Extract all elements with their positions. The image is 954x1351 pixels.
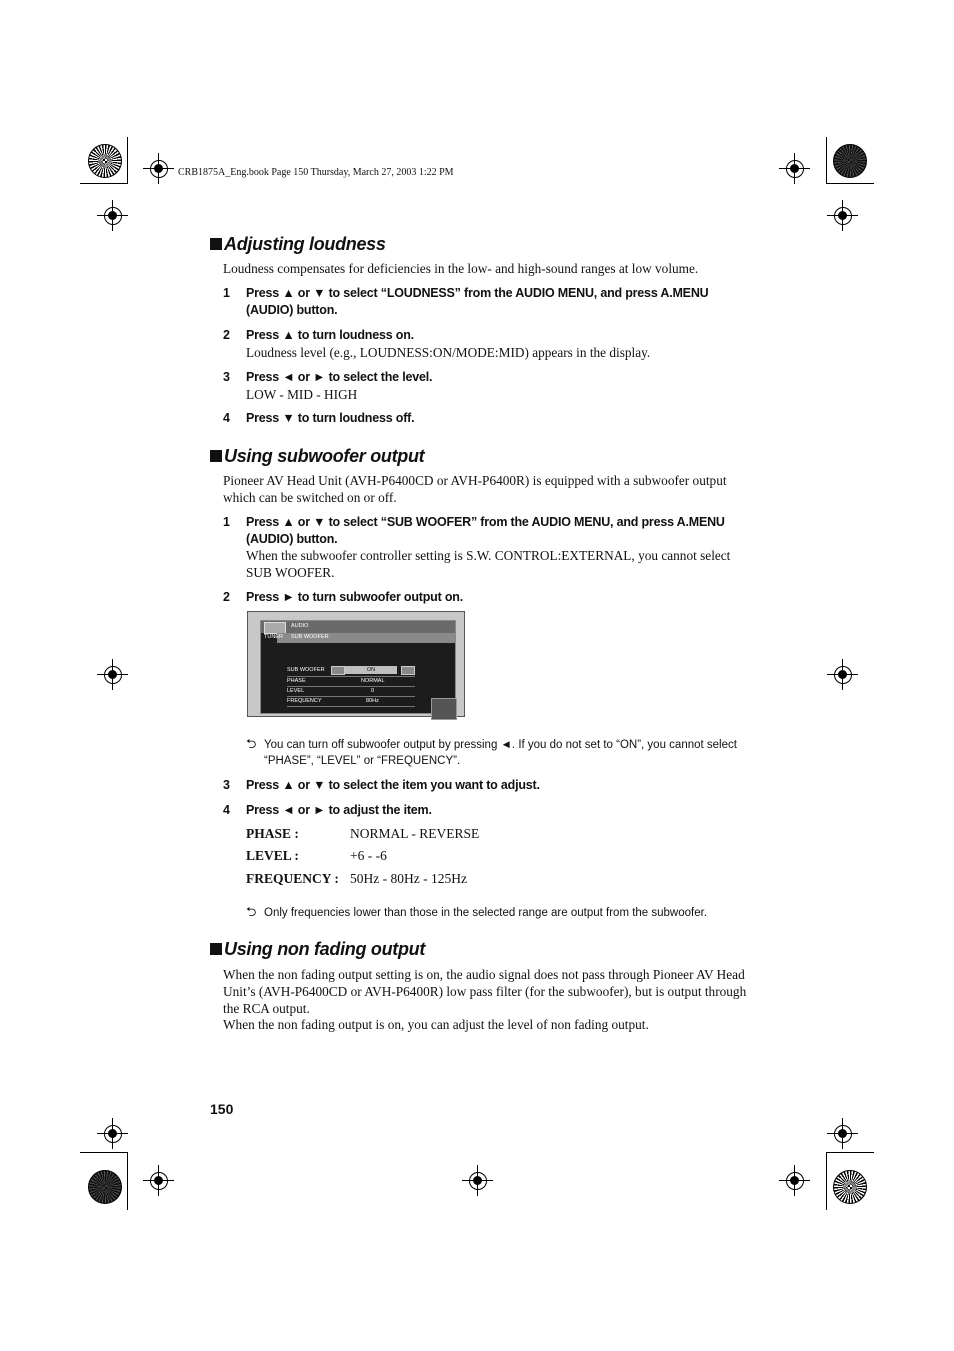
crop-line <box>826 137 827 184</box>
display-row-label: LEVEL <box>287 688 305 694</box>
display-row <box>287 687 415 697</box>
note <box>246 737 766 769</box>
display-row-value: 0 <box>371 688 375 694</box>
crop-line <box>826 1152 827 1210</box>
display-panel <box>260 620 456 714</box>
registration-wheel-icon <box>88 1170 122 1204</box>
display-row-label: PHASE <box>287 678 306 684</box>
step-number: 4 <box>223 803 230 817</box>
display-right-button <box>401 666 415 675</box>
setting-term: PHASE : <box>246 826 299 841</box>
step-instruction: Press ▲ or ▼ to select the item you want to adjust. <box>246 778 540 792</box>
arrow-note-icon: ⮌ <box>246 736 257 751</box>
bullet-square-icon <box>210 943 222 955</box>
crop-line <box>826 1152 874 1153</box>
display-row-label: SUB WOOFER <box>287 667 325 673</box>
section-title-loudness: Adjusting loudness <box>210 234 386 255</box>
note-text: Only frequencies lower than those in the selected range are output from the subwoofer. <box>264 907 708 919</box>
crop-line <box>826 183 874 184</box>
step-instruction: Press ▲ or ▼ to select “SUB WOOFER” from the AUDIO MENU, and press A.MENU (AUDIO) button. <box>246 515 725 546</box>
crosshair-icon <box>469 1172 487 1190</box>
crosshair-icon <box>150 160 168 178</box>
step-instruction: Press ▲ or ▼ to select “LOUDNESS” from the AUDIO MENU, and press A.MENU (AUDIO) button. <box>246 286 709 317</box>
step-number: 3 <box>223 370 230 384</box>
step-instruction: Press ▼ to turn loudness off. <box>246 411 415 425</box>
display-row-value: NORMAL <box>361 678 385 684</box>
crosshair-icon <box>786 1172 804 1190</box>
display-row-value: 80Hz <box>366 698 379 704</box>
step-number: 1 <box>223 286 230 300</box>
step-body: When the subwoofer controller setting is S.W. CONTROL:EXTERNAL, you cannot select SUB WOOFER. <box>246 548 731 580</box>
nonfading-paragraph: When the non fading output setting is on, the audio signal does not pass through Pioneer AV Head Unit’s (AVH-P6400CD or AVH-P6400R) low pass filter (for the subwoofer), but is output through the RCA output. <box>223 967 747 1016</box>
step-number: 3 <box>223 778 230 792</box>
crop-line <box>127 1152 128 1210</box>
subwoofer-intro: Pioneer AV Head Unit (AVH-P6400CD or AVH-P6400R) is equipped with a subwoofer output which can be switched on or off. <box>223 473 727 505</box>
section-title-nonfading: Using non fading output <box>210 939 425 960</box>
step-body: LOW - MID - HIGH <box>246 387 358 402</box>
crosshair-icon <box>786 160 804 178</box>
nonfading-paragraph: When the non fading output is on, you can adjust the level of non fading output. <box>223 1017 649 1032</box>
step-body: Loudness level (e.g., LOUDNESS:ON/MODE:MID) appears in the display. <box>246 345 651 360</box>
display-tuner-label: TUNER <box>264 634 283 640</box>
step-number: 4 <box>223 411 230 425</box>
crop-line <box>80 1152 128 1153</box>
crosshair-icon <box>834 1125 852 1143</box>
crosshair-icon <box>104 666 122 684</box>
step-number: 1 <box>223 515 230 529</box>
loudness-intro: Loudness compensates for deficiencies in the low- and high-sound ranges at low volume. <box>223 261 699 276</box>
step-instruction: Press ◄ or ► to adjust the item. <box>246 803 432 817</box>
page-number: 150 <box>210 1101 234 1117</box>
crop-line <box>127 137 128 184</box>
file-header: CRB1875A_Eng.book Page 150 Thursday, March 27, 2003 1:22 PM <box>178 167 454 178</box>
setting-value: NORMAL - REVERSE <box>350 826 480 841</box>
registration-wheel-icon <box>88 144 122 178</box>
arrow-note-icon: ⮌ <box>246 904 257 919</box>
bullet-square-icon <box>210 450 222 462</box>
display-direction-pad-icon <box>431 698 457 720</box>
display-row-value: ON <box>345 666 397 674</box>
bullet-square-icon <box>210 238 222 250</box>
display-row-label: FREQUENCY <box>287 698 322 704</box>
step-instruction: Press ► to turn subwoofer output on. <box>246 590 463 604</box>
section-title-subwoofer: Using subwoofer output <box>210 446 424 467</box>
crosshair-icon <box>150 1172 168 1190</box>
display-left-button <box>331 666 345 675</box>
registration-wheel-icon <box>833 144 867 178</box>
display-row <box>287 677 415 687</box>
note-text: You can turn off subwoofer output by pressing ◄. If you do not set to “ON”, you cannot select “PHASE”, “LEVEL” or “FREQUENCY”. <box>264 739 737 767</box>
setting-term: FREQUENCY : <box>246 871 339 886</box>
display-screenshot <box>247 611 465 717</box>
crosshair-icon <box>104 207 122 225</box>
step-number: 2 <box>223 590 230 604</box>
step-instruction: Press ▲ to turn loudness on. <box>246 328 414 342</box>
crosshair-icon <box>834 666 852 684</box>
setting-value: +6 - -6 <box>350 848 387 863</box>
note <box>246 905 766 921</box>
display-audio-label: AUDIO <box>291 623 309 629</box>
step-number: 2 <box>223 328 230 342</box>
crop-line <box>80 183 128 184</box>
step-instruction: Press ◄ or ► to select the level. <box>246 370 433 384</box>
setting-value: 50Hz - 80Hz - 125Hz <box>350 871 467 886</box>
setting-term: LEVEL : <box>246 848 299 863</box>
registration-wheel-icon <box>833 1170 867 1204</box>
display-subwoofer-tab: SUB WOOFER <box>291 634 329 640</box>
crosshair-icon <box>834 207 852 225</box>
crosshair-icon <box>104 1125 122 1143</box>
